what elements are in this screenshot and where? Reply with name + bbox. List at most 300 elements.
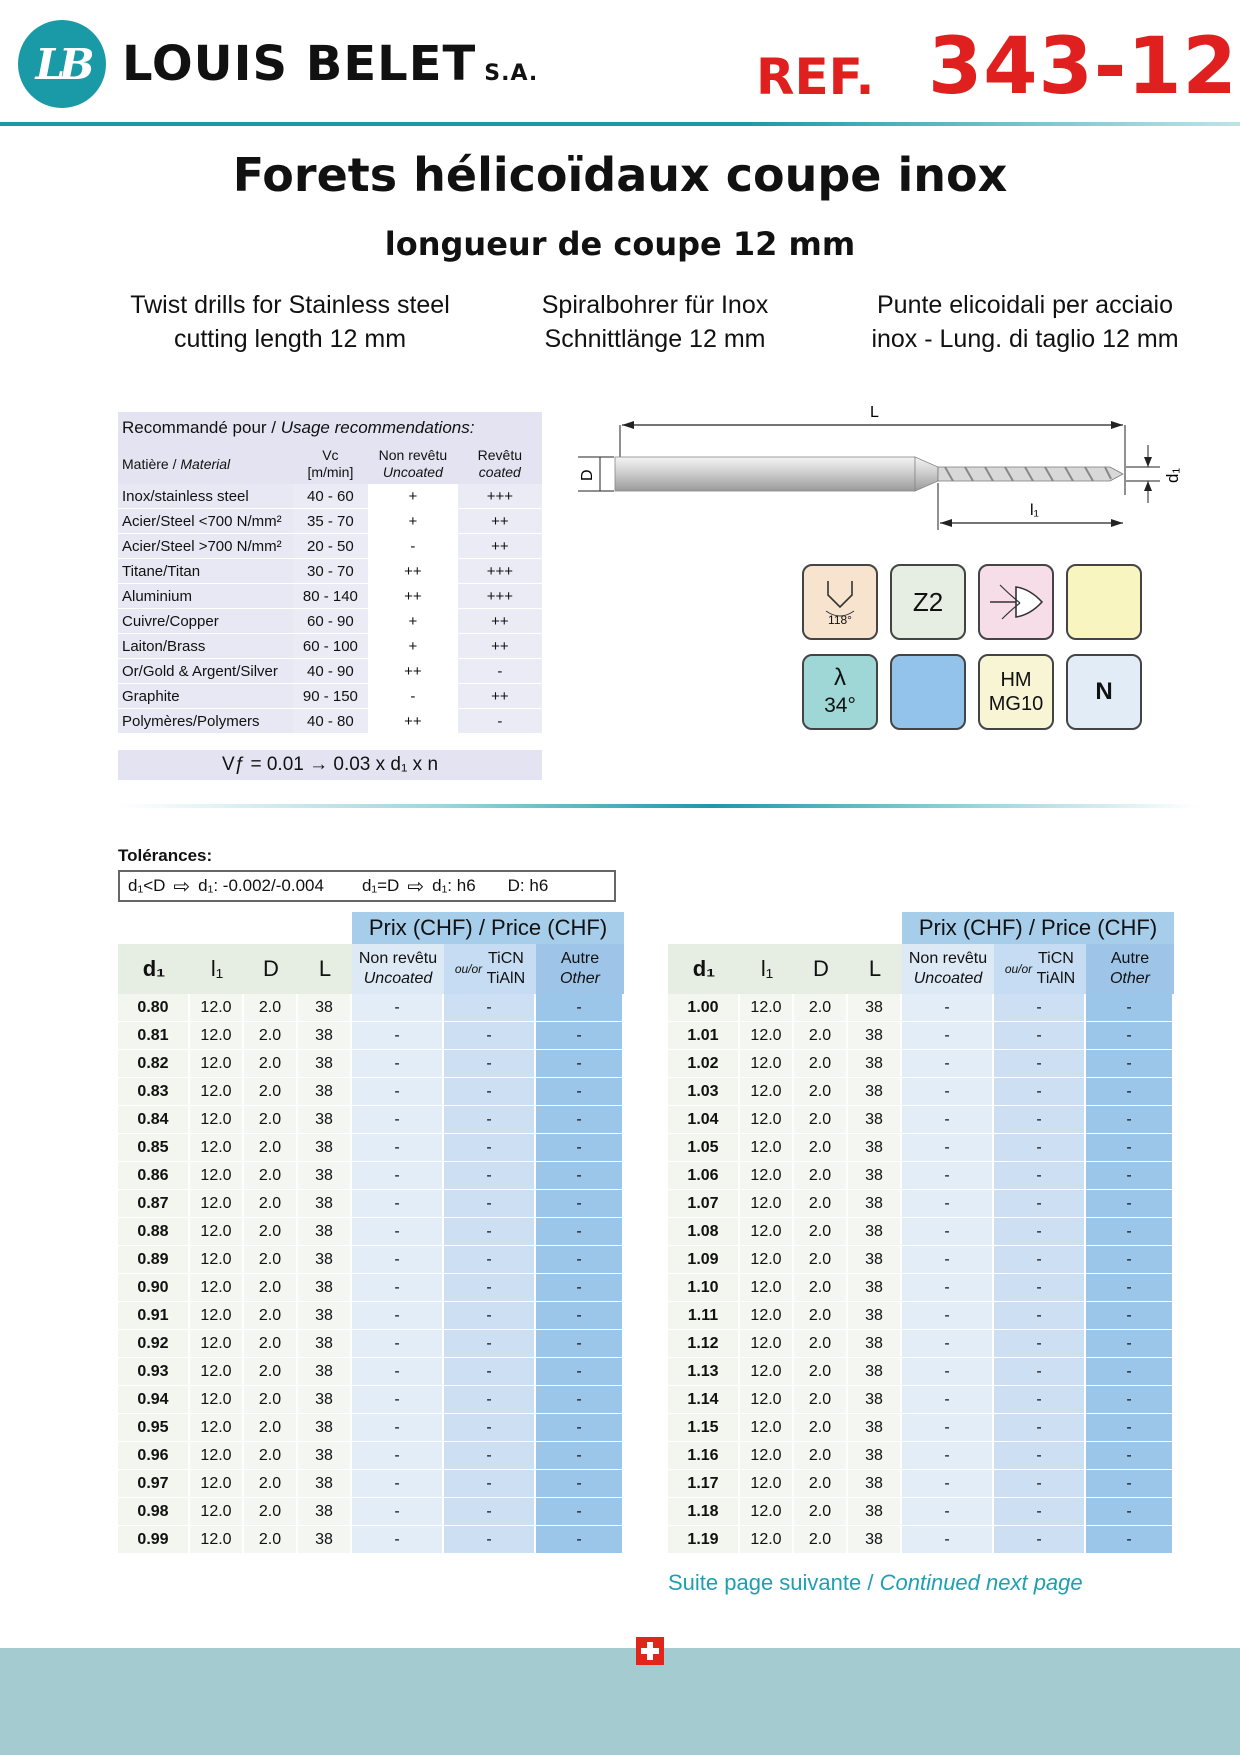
tol-result-1: d₁: -0.002/-0.004 bbox=[198, 876, 324, 895]
drill-taper bbox=[915, 457, 938, 491]
cell-d: 2.0 bbox=[244, 1218, 298, 1246]
arrow-right-icon: ⇨ bbox=[407, 875, 425, 898]
reco-cell-material: Inox/stainless steel bbox=[118, 484, 293, 509]
cell-d: 2.0 bbox=[244, 1442, 298, 1470]
company-logo: LB bbox=[18, 20, 106, 108]
cell-d1: 0.88 bbox=[118, 1218, 190, 1246]
reco-cell-uncoated: - bbox=[368, 534, 458, 559]
reco-cell-vc: 40 - 60 bbox=[293, 484, 369, 509]
reco-cell-coated: +++ bbox=[458, 559, 542, 584]
cell-l1: 12.0 bbox=[740, 1246, 794, 1274]
arrow-icon bbox=[1111, 519, 1123, 527]
cell-d: 2.0 bbox=[244, 1274, 298, 1302]
cell-l1: 12.0 bbox=[740, 1442, 794, 1470]
feed-rate-formula: Vƒ = 0.01 → 0.03 x d₁ x n bbox=[118, 750, 542, 780]
cell-d: 2.0 bbox=[794, 1162, 848, 1190]
cell-other: - bbox=[1086, 1302, 1174, 1330]
cell-l1: 12.0 bbox=[190, 1162, 244, 1190]
cell-other: - bbox=[536, 1526, 624, 1554]
reco-cell-coated: ++ bbox=[458, 634, 542, 659]
reco-col-coated: Revêtu coated bbox=[458, 444, 542, 484]
cell-d: 2.0 bbox=[244, 1106, 298, 1134]
reco-cell-vc: 30 - 70 bbox=[293, 559, 369, 584]
reco-cell-coated: +++ bbox=[458, 484, 542, 509]
drill-shank bbox=[615, 457, 915, 491]
cell-coated: - bbox=[444, 1526, 536, 1554]
cell-l1: 12.0 bbox=[740, 1526, 794, 1554]
cell-l: 38 bbox=[298, 1246, 352, 1274]
cell-other: - bbox=[536, 1134, 624, 1162]
blue-blank-icon bbox=[890, 654, 966, 730]
cell-d1: 1.08 bbox=[668, 1218, 740, 1246]
cell-d: 2.0 bbox=[794, 1526, 848, 1554]
cell-l1: 12.0 bbox=[740, 1358, 794, 1386]
cell-coated: - bbox=[994, 1050, 1086, 1078]
cell-d: 2.0 bbox=[244, 1078, 298, 1106]
cell-coated: - bbox=[444, 1386, 536, 1414]
table-row bbox=[118, 994, 624, 1022]
company-suffix: S.A. bbox=[484, 61, 539, 86]
reco-cell-uncoated: + bbox=[368, 509, 458, 534]
footer-band bbox=[0, 1648, 1240, 1755]
cell-d: 2.0 bbox=[794, 1470, 848, 1498]
price-table-left bbox=[118, 912, 624, 1554]
cell-d: 2.0 bbox=[794, 1442, 848, 1470]
reco-cell-uncoated: + bbox=[368, 609, 458, 634]
ref-label: REF. bbox=[756, 48, 875, 106]
cell-uncoated: - bbox=[902, 1302, 994, 1330]
col-other: Autre Other bbox=[1086, 944, 1174, 994]
table-row bbox=[668, 1414, 1174, 1442]
cell-coated: - bbox=[444, 1078, 536, 1106]
cell-coated: - bbox=[994, 1414, 1086, 1442]
cell-coated: - bbox=[444, 1414, 536, 1442]
cell-d1: 1.09 bbox=[668, 1246, 740, 1274]
label-d1: d₁ bbox=[1163, 467, 1182, 483]
cell-d1: 0.97 bbox=[118, 1470, 190, 1498]
cell-l1: 12.0 bbox=[190, 1218, 244, 1246]
cell-l: 38 bbox=[848, 1078, 902, 1106]
col-L: L bbox=[848, 944, 902, 994]
cell-l: 38 bbox=[848, 1498, 902, 1526]
reco-cell-uncoated: ++ bbox=[368, 709, 458, 734]
reco-col-uncoated: Non revêtu Uncoated bbox=[368, 444, 458, 484]
reco-row bbox=[118, 609, 542, 634]
cell-l: 38 bbox=[298, 1470, 352, 1498]
reco-row bbox=[118, 684, 542, 709]
cell-d1: 0.95 bbox=[118, 1414, 190, 1442]
cell-l1: 12.0 bbox=[190, 1330, 244, 1358]
cell-d: 2.0 bbox=[794, 1218, 848, 1246]
cell-d: 2.0 bbox=[244, 1414, 298, 1442]
table-row bbox=[668, 1526, 1174, 1554]
cell-l1: 12.0 bbox=[740, 1078, 794, 1106]
cell-d: 2.0 bbox=[794, 1330, 848, 1358]
reco-row bbox=[118, 584, 542, 609]
reco-cell-material: Or/Gold & Argent/Silver bbox=[118, 659, 293, 684]
cell-other: - bbox=[536, 1106, 624, 1134]
cell-coated: - bbox=[444, 1302, 536, 1330]
cell-coated: - bbox=[444, 1190, 536, 1218]
page-title: Forets hélicoïdaux coupe inox bbox=[232, 148, 1008, 202]
cell-other: - bbox=[1086, 1442, 1174, 1470]
drill-profile-icon bbox=[978, 564, 1054, 640]
reco-col-vc: Vc [m/min] bbox=[293, 444, 369, 484]
cell-d1: 1.11 bbox=[668, 1302, 740, 1330]
cell-l: 38 bbox=[848, 1274, 902, 1302]
flutes-icon: Z2 bbox=[890, 564, 966, 640]
cell-l1: 12.0 bbox=[190, 1274, 244, 1302]
cell-coated: - bbox=[994, 1470, 1086, 1498]
cell-l1: 12.0 bbox=[190, 1442, 244, 1470]
cell-l1: 12.0 bbox=[740, 1022, 794, 1050]
reco-cell-coated: ++ bbox=[458, 609, 542, 634]
cell-l: 38 bbox=[848, 1442, 902, 1470]
reco-row bbox=[118, 709, 542, 734]
cell-uncoated: - bbox=[902, 1470, 994, 1498]
cell-l1: 12.0 bbox=[190, 1358, 244, 1386]
cell-other: - bbox=[536, 1022, 624, 1050]
reco-cell-vc: 80 - 140 bbox=[293, 584, 369, 609]
reco-cell-material: Titane/Titan bbox=[118, 559, 293, 584]
cell-l: 38 bbox=[848, 1162, 902, 1190]
cell-uncoated: - bbox=[352, 1302, 444, 1330]
cell-d1: 1.06 bbox=[668, 1162, 740, 1190]
table-row bbox=[118, 1498, 624, 1526]
cell-other: - bbox=[536, 1190, 624, 1218]
reco-cell-vc: 35 - 70 bbox=[293, 509, 369, 534]
cell-uncoated: - bbox=[902, 1078, 994, 1106]
arrow-icon bbox=[1111, 421, 1123, 429]
cell-l1: 12.0 bbox=[740, 1386, 794, 1414]
cell-other: - bbox=[1086, 1190, 1174, 1218]
cell-l: 38 bbox=[298, 1358, 352, 1386]
cell-d1: 1.18 bbox=[668, 1498, 740, 1526]
cell-uncoated: - bbox=[352, 1442, 444, 1470]
cell-d: 2.0 bbox=[244, 1162, 298, 1190]
cell-l1: 12.0 bbox=[740, 1050, 794, 1078]
cell-d: 2.0 bbox=[244, 1470, 298, 1498]
cell-other: - bbox=[536, 1386, 624, 1414]
cell-d1: 1.03 bbox=[668, 1078, 740, 1106]
arrow-right-icon: ⇨ bbox=[173, 875, 191, 898]
cell-uncoated: - bbox=[902, 1526, 994, 1554]
cell-uncoated: - bbox=[352, 1246, 444, 1274]
cell-uncoated: - bbox=[352, 1022, 444, 1050]
table-row bbox=[668, 1246, 1174, 1274]
col-uncoated: Non revêtu Uncoated bbox=[902, 944, 994, 994]
reco-cell-material: Polymères/Polymers bbox=[118, 709, 293, 734]
reco-cell-vc: 40 - 80 bbox=[293, 709, 369, 734]
cell-coated: - bbox=[994, 1442, 1086, 1470]
table-row bbox=[118, 1330, 624, 1358]
cell-coated: - bbox=[444, 1442, 536, 1470]
reco-cell-vc: 40 - 90 bbox=[293, 659, 369, 684]
cell-l1: 12.0 bbox=[190, 1386, 244, 1414]
cell-l: 38 bbox=[298, 994, 352, 1022]
cell-other: - bbox=[1086, 1218, 1174, 1246]
cell-l1: 12.0 bbox=[190, 1498, 244, 1526]
cell-uncoated: - bbox=[352, 1050, 444, 1078]
cell-other: - bbox=[536, 994, 624, 1022]
cell-uncoated: - bbox=[902, 994, 994, 1022]
table-row bbox=[118, 1078, 624, 1106]
cell-d1: 0.84 bbox=[118, 1106, 190, 1134]
cell-uncoated: - bbox=[902, 1134, 994, 1162]
tol-condition-1: d₁<D bbox=[128, 876, 166, 895]
cell-coated: - bbox=[994, 1022, 1086, 1050]
reco-cell-vc: 60 - 90 bbox=[293, 609, 369, 634]
table-row bbox=[668, 1022, 1174, 1050]
type-n-icon: N bbox=[1066, 654, 1142, 730]
cell-coated: - bbox=[994, 1078, 1086, 1106]
cell-d1: 1.14 bbox=[668, 1386, 740, 1414]
table-row bbox=[118, 1246, 624, 1274]
cell-l: 38 bbox=[298, 1414, 352, 1442]
cell-d: 2.0 bbox=[794, 1358, 848, 1386]
cell-uncoated: - bbox=[352, 1414, 444, 1442]
table-row bbox=[668, 1470, 1174, 1498]
cell-l: 38 bbox=[298, 1162, 352, 1190]
cell-d1: 0.81 bbox=[118, 1022, 190, 1050]
cell-l: 38 bbox=[298, 1386, 352, 1414]
cell-other: - bbox=[536, 1050, 624, 1078]
reco-title: Recommandé pour / Usage recommendations: bbox=[118, 412, 542, 444]
reco-row bbox=[118, 534, 542, 559]
cell-d: 2.0 bbox=[794, 1498, 848, 1526]
cell-other: - bbox=[1086, 994, 1174, 1022]
cell-uncoated: - bbox=[352, 1498, 444, 1526]
table-row bbox=[118, 1414, 624, 1442]
reco-cell-material: Cuivre/Copper bbox=[118, 609, 293, 634]
cell-d1: 0.99 bbox=[118, 1526, 190, 1554]
cell-d1: 0.80 bbox=[118, 994, 190, 1022]
label-L: L bbox=[870, 404, 879, 421]
table-row bbox=[668, 994, 1174, 1022]
reco-cell-coated: - bbox=[458, 659, 542, 684]
cell-coated: - bbox=[444, 1106, 536, 1134]
reco-cell-coated: +++ bbox=[458, 584, 542, 609]
reco-row bbox=[118, 484, 542, 509]
cell-d1: 0.98 bbox=[118, 1498, 190, 1526]
cell-l: 38 bbox=[848, 1246, 902, 1274]
cell-uncoated: - bbox=[352, 1078, 444, 1106]
table-row bbox=[668, 1358, 1174, 1386]
cell-other: - bbox=[536, 1218, 624, 1246]
cell-coated: - bbox=[994, 1498, 1086, 1526]
col-l1: l₁ bbox=[190, 944, 244, 994]
cell-l: 38 bbox=[848, 1470, 902, 1498]
cell-other: - bbox=[1086, 1498, 1174, 1526]
cell-other: - bbox=[1086, 1106, 1174, 1134]
cell-coated: - bbox=[444, 1134, 536, 1162]
cell-other: - bbox=[1086, 1050, 1174, 1078]
col-uncoated: Non revêtu Uncoated bbox=[352, 944, 444, 994]
cell-d: 2.0 bbox=[244, 1498, 298, 1526]
cell-l: 38 bbox=[848, 1302, 902, 1330]
cell-coated: - bbox=[444, 1218, 536, 1246]
cell-d1: 1.02 bbox=[668, 1050, 740, 1078]
cell-other: - bbox=[1086, 1022, 1174, 1050]
reco-cell-coated: ++ bbox=[458, 534, 542, 559]
cell-other: - bbox=[536, 1442, 624, 1470]
cell-other: - bbox=[536, 1330, 624, 1358]
cell-l: 38 bbox=[848, 1358, 902, 1386]
reco-cell-uncoated: ++ bbox=[368, 559, 458, 584]
cell-d: 2.0 bbox=[794, 1302, 848, 1330]
ref-number: 343-12 bbox=[928, 22, 1238, 112]
cell-uncoated: - bbox=[352, 1218, 444, 1246]
cell-coated: - bbox=[994, 1162, 1086, 1190]
cell-d: 2.0 bbox=[794, 1106, 848, 1134]
cell-d: 2.0 bbox=[244, 1330, 298, 1358]
table-row bbox=[118, 1386, 624, 1414]
table-row bbox=[668, 1274, 1174, 1302]
cell-coated: - bbox=[994, 1386, 1086, 1414]
reco-cell-coated: - bbox=[458, 709, 542, 734]
cell-l: 38 bbox=[298, 1218, 352, 1246]
cell-l1: 12.0 bbox=[190, 1050, 244, 1078]
cell-l: 38 bbox=[298, 1050, 352, 1078]
table-row bbox=[668, 1078, 1174, 1106]
cell-l1: 12.0 bbox=[740, 1218, 794, 1246]
cell-coated: - bbox=[994, 1246, 1086, 1274]
table-row bbox=[118, 1526, 624, 1554]
cell-d1: 1.00 bbox=[668, 994, 740, 1022]
cell-d: 2.0 bbox=[794, 1274, 848, 1302]
cell-other: - bbox=[1086, 1274, 1174, 1302]
reco-cell-coated: ++ bbox=[458, 509, 542, 534]
cell-other: - bbox=[1086, 1470, 1174, 1498]
cell-l1: 12.0 bbox=[190, 1470, 244, 1498]
cell-uncoated: - bbox=[902, 1190, 994, 1218]
cell-d1: 1.07 bbox=[668, 1190, 740, 1218]
cell-l: 38 bbox=[298, 1134, 352, 1162]
cell-uncoated: - bbox=[902, 1386, 994, 1414]
cell-l: 38 bbox=[848, 994, 902, 1022]
cell-other: - bbox=[536, 1302, 624, 1330]
table-row bbox=[118, 1134, 624, 1162]
cell-coated: - bbox=[444, 1330, 536, 1358]
reco-row bbox=[118, 659, 542, 684]
cell-uncoated: - bbox=[902, 1498, 994, 1526]
cell-other: - bbox=[1086, 1078, 1174, 1106]
cell-other: - bbox=[1086, 1246, 1174, 1274]
table-row bbox=[118, 1190, 624, 1218]
cell-l1: 12.0 bbox=[190, 1302, 244, 1330]
cell-d: 2.0 bbox=[794, 1414, 848, 1442]
col-D: D bbox=[244, 944, 298, 994]
reco-cell-material: Graphite bbox=[118, 684, 293, 709]
table-row bbox=[118, 1162, 624, 1190]
cell-d: 2.0 bbox=[794, 994, 848, 1022]
cell-coated: - bbox=[994, 1358, 1086, 1386]
label-l1: l₁ bbox=[1030, 502, 1039, 519]
reco-cell-uncoated: + bbox=[368, 634, 458, 659]
cell-coated: - bbox=[994, 1274, 1086, 1302]
cell-d: 2.0 bbox=[244, 1022, 298, 1050]
cell-coated: - bbox=[994, 1302, 1086, 1330]
cell-d: 2.0 bbox=[794, 1246, 848, 1274]
cell-l1: 12.0 bbox=[190, 1106, 244, 1134]
cell-coated: - bbox=[444, 994, 536, 1022]
cell-l: 38 bbox=[298, 1302, 352, 1330]
table-row bbox=[668, 1162, 1174, 1190]
cell-l1: 12.0 bbox=[190, 1526, 244, 1554]
cell-d: 2.0 bbox=[244, 1134, 298, 1162]
cell-l1: 12.0 bbox=[740, 1302, 794, 1330]
cell-l1: 12.0 bbox=[190, 994, 244, 1022]
cell-l: 38 bbox=[298, 1498, 352, 1526]
cell-l: 38 bbox=[848, 1106, 902, 1134]
col-d1: d₁ bbox=[118, 944, 190, 994]
cell-coated: - bbox=[994, 1330, 1086, 1358]
cell-l: 38 bbox=[848, 1022, 902, 1050]
cell-uncoated: - bbox=[352, 1106, 444, 1134]
cell-l1: 12.0 bbox=[740, 1414, 794, 1442]
tol-result-3: D: h6 bbox=[507, 876, 549, 895]
cell-other: - bbox=[1086, 1134, 1174, 1162]
cell-uncoated: - bbox=[352, 1470, 444, 1498]
cell-d1: 0.87 bbox=[118, 1190, 190, 1218]
cell-other: - bbox=[1086, 1162, 1174, 1190]
cell-l: 38 bbox=[848, 1050, 902, 1078]
cell-d: 2.0 bbox=[244, 1190, 298, 1218]
table-row bbox=[118, 1470, 624, 1498]
cell-l1: 12.0 bbox=[190, 1190, 244, 1218]
cell-other: - bbox=[1086, 1414, 1174, 1442]
title-english: Twist drills for Stainless steel cutting length 12 mm bbox=[130, 291, 450, 353]
cell-d1: 0.94 bbox=[118, 1386, 190, 1414]
cell-l1: 12.0 bbox=[190, 1246, 244, 1274]
cell-d: 2.0 bbox=[244, 1246, 298, 1274]
cell-uncoated: - bbox=[352, 1330, 444, 1358]
cell-l: 38 bbox=[298, 1526, 352, 1554]
cell-d1: 1.16 bbox=[668, 1442, 740, 1470]
cell-l1: 12.0 bbox=[190, 1078, 244, 1106]
cell-uncoated: - bbox=[352, 1358, 444, 1386]
point-angle-icon: 118° bbox=[802, 564, 878, 640]
cell-coated: - bbox=[994, 1218, 1086, 1246]
cell-coated: - bbox=[994, 1106, 1086, 1134]
page-subtitle: longueur de coupe 12 mm bbox=[384, 225, 856, 263]
cell-d1: 1.12 bbox=[668, 1330, 740, 1358]
cell-l: 38 bbox=[848, 1190, 902, 1218]
cell-coated: - bbox=[444, 1162, 536, 1190]
reco-cell-uncoated: ++ bbox=[368, 659, 458, 684]
material-grade-icon: HM MG10 bbox=[978, 654, 1054, 730]
cell-uncoated: - bbox=[902, 1442, 994, 1470]
cell-l: 38 bbox=[298, 1274, 352, 1302]
reco-cell-vc: 60 - 100 bbox=[293, 634, 369, 659]
cell-l: 38 bbox=[848, 1134, 902, 1162]
cell-uncoated: - bbox=[352, 994, 444, 1022]
cell-d: 2.0 bbox=[244, 1050, 298, 1078]
cell-coated: - bbox=[444, 1358, 536, 1386]
table-row bbox=[668, 1190, 1174, 1218]
table-row bbox=[668, 1386, 1174, 1414]
cell-l: 38 bbox=[298, 1330, 352, 1358]
cell-uncoated: - bbox=[902, 1106, 994, 1134]
cell-uncoated: - bbox=[902, 1050, 994, 1078]
reco-row bbox=[118, 634, 542, 659]
cell-l: 38 bbox=[848, 1330, 902, 1358]
cell-d: 2.0 bbox=[794, 1050, 848, 1078]
cell-uncoated: - bbox=[902, 1274, 994, 1302]
cell-other: - bbox=[1086, 1526, 1174, 1554]
label-D: D bbox=[579, 469, 596, 481]
cell-d1: 1.05 bbox=[668, 1134, 740, 1162]
